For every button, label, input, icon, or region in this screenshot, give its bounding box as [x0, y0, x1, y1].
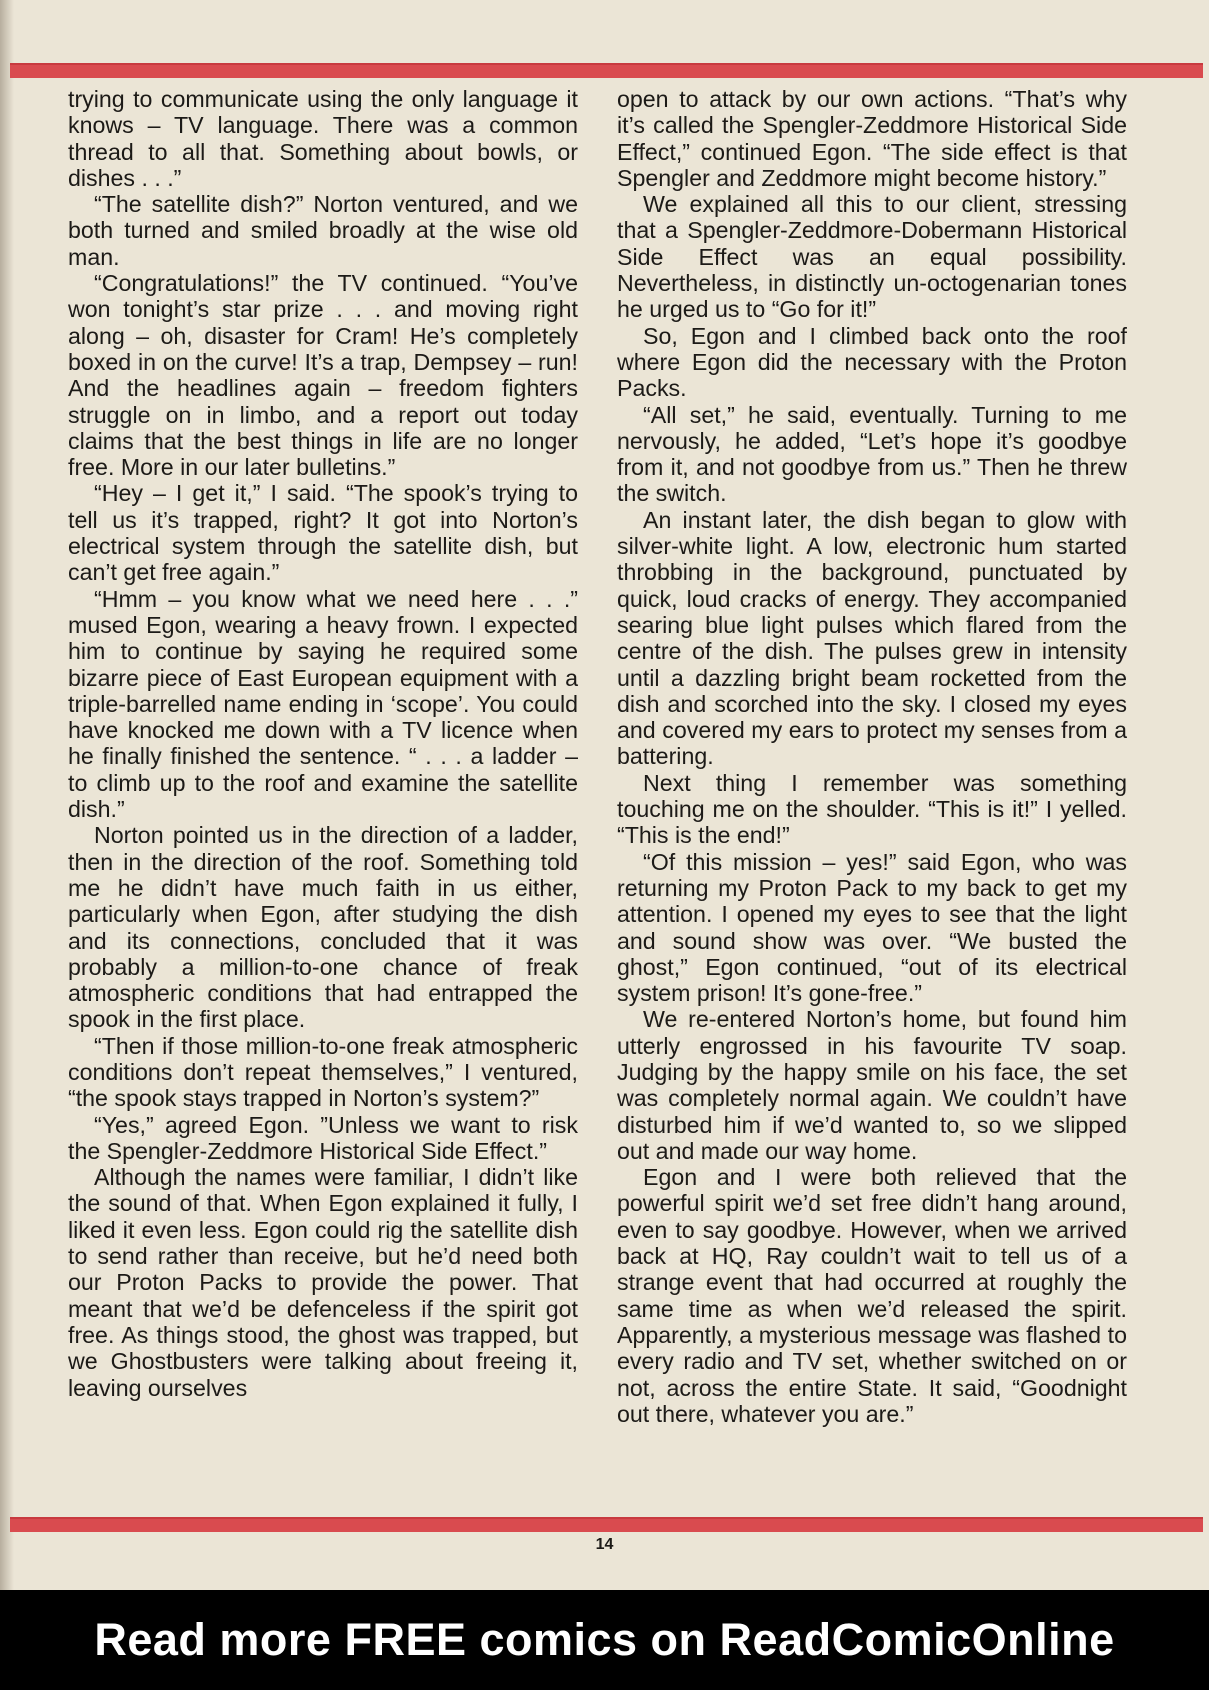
left-paragraph: trying to communicate using the only language it knows – TV language. There was a common thread to all that. Something about bowls, or dishes . . .”: [68, 86, 578, 191]
bottom-red-rule: [10, 1517, 1203, 1532]
left-paragraph: “Then if those million-to-one freak atmospheric conditions don’t repeat themselves,” I ventured, “the spook stays trapped in Norton’s system?”: [68, 1032, 578, 1112]
right-paragraph: We explained all this to our client, stressing that a Spengler-Zeddmore-Dobermann Historical Side Effect was an equal possibility. Nevertheless, in distinctly un-octogenarian tones he urged us to “Go for it!”: [617, 191, 1127, 323]
page-gutter-shadow: [0, 0, 14, 1590]
right-paragraph: “All set,” he said, eventually. Turning to me nervously, he added, “Let’s hope it’s goodbye from it, and not goodbye from us.” Then he threw the switch.: [617, 401, 1127, 507]
right-paragraph: An instant later, the dish began to glow with silver-white light. A low, electronic hum started throbbing in the background, punctuated by quick, loud cracks of energy. They accompanied searing blue light pulses which flared from the centre of the dish. The pulses grew in intensity until a dazzling bright beam rocketted from the dish and scorched into the sky. I closed my eyes and covered my ears to protect my senses from a battering.: [617, 506, 1127, 770]
promo-banner-text[interactable]: Read more FREE comics on ReadComicOnline: [94, 1614, 1115, 1665]
right-text-column: [617, 86, 1127, 1486]
left-paragraph: “Congratulations!” the TV continued. “You’ve won tonight’s star prize . . . and moving right along – oh, disaster for Cram! He’s completely boxed in on the curve! It’s a trap, Dempsey – run! And the headlines again – freedom fighters struggle on in limbo, and a report out today claims that the best things in life are no longer free. More in our later bulletins.”: [68, 270, 578, 481]
right-paragraph: Egon and I were both relieved that the powerful spirit we’d set free didn’t hang around, even to say goodbye. However, when we arrived back at HQ, Ray couldn’t wait to tell us of a strange event that had occurred at roughly the same time as when we’d released the spirit. Apparently, a mysterious message was flashed to every radio and TV set, whether switched on or not, across the entire State. It said, “Goodnight out there, whatever you are.”: [617, 1164, 1127, 1427]
right-paragraph: open to attack by our own actions. “That’s why it’s called the Spengler-Zeddmore Historical Side Effect,” continued Egon. “The side effect is that Spengler and Zeddmore might become history.”: [617, 86, 1127, 191]
left-paragraph: “The satellite dish?” Norton ventured, and we both turned and smiled broadly at the wise old man.: [68, 191, 578, 270]
right-paragraph: “Of this mission – yes!” said Egon, who was returning my Proton Pack to my back to get my attention. I opened my eyes to see that the light and sound show was over. “We busted the ghost,” Egon continued, “out of its electrical system prison! It’s gone-free.”: [617, 848, 1127, 1007]
left-paragraph: Norton pointed us in the direction of a ladder, then in the direction of the roof. Something told me he didn’t have much faith in us either, particularly when Egon, after studying the dish and its connections, concluded that it was probably a million-to-one chance of freak atmospheric conditions that had entrapped the spook in the first place.: [68, 822, 578, 1033]
left-paragraph: “Yes,” agreed Egon. ”Unless we want to risk the Spengler-Zeddmore Historical Side Effect.”: [68, 1111, 578, 1164]
right-paragraph: We re-entered Norton’s home, but found him utterly engrossed in his favourite TV soap. Judging by the happy smile on his face, the set was completely normal again. We couldn’t have disturbed him if we’d wanted to, so we slipped out and made our way home.: [617, 1006, 1127, 1164]
left-paragraph: Although the names were familiar, I didn’t like the sound of that. When Egon explained it fully, I liked it even less. Egon could rig the satellite dish to send rather than receive, but he’d need both our Proton Packs to provide the power. That meant that we’d be defenceless if the spirit got free. As things stood, the ghost was trapped, but we Ghostbusters were talking about freeing it, leaving ourselves: [68, 1164, 578, 1401]
right-paragraph: Next thing I remember was something touching me on the shoulder. “This is it!” I yelled. “This is the end!”: [617, 769, 1127, 849]
promo-banner[interactable]: [0, 1590, 1209, 1690]
left-text-column: [68, 86, 578, 1486]
right-paragraph: So, Egon and I climbed back onto the roof where Egon did the necessary with the Proton Packs.: [617, 322, 1127, 402]
top-red-rule: [10, 63, 1203, 78]
left-paragraph: “Hey – I get it,” I said. “The spook’s trying to tell us it’s trapped, right? It got into Norton’s electrical system through the satellite dish, but can’t get free again.”: [68, 480, 578, 586]
page-number: 14: [595, 1536, 614, 1553]
left-paragraph: “Hmm – you know what we need here . . .” mused Egon, wearing a heavy frown. I expected him to continue by saying he required some bizarre piece of East European equipment with a triple-barrelled name ending in ‘scope’. You could have knocked me down with a TV licence when he finally finished the sentence. “ . . . a ladder – to climb up to the roof and examine the satellite dish.”: [68, 585, 578, 823]
